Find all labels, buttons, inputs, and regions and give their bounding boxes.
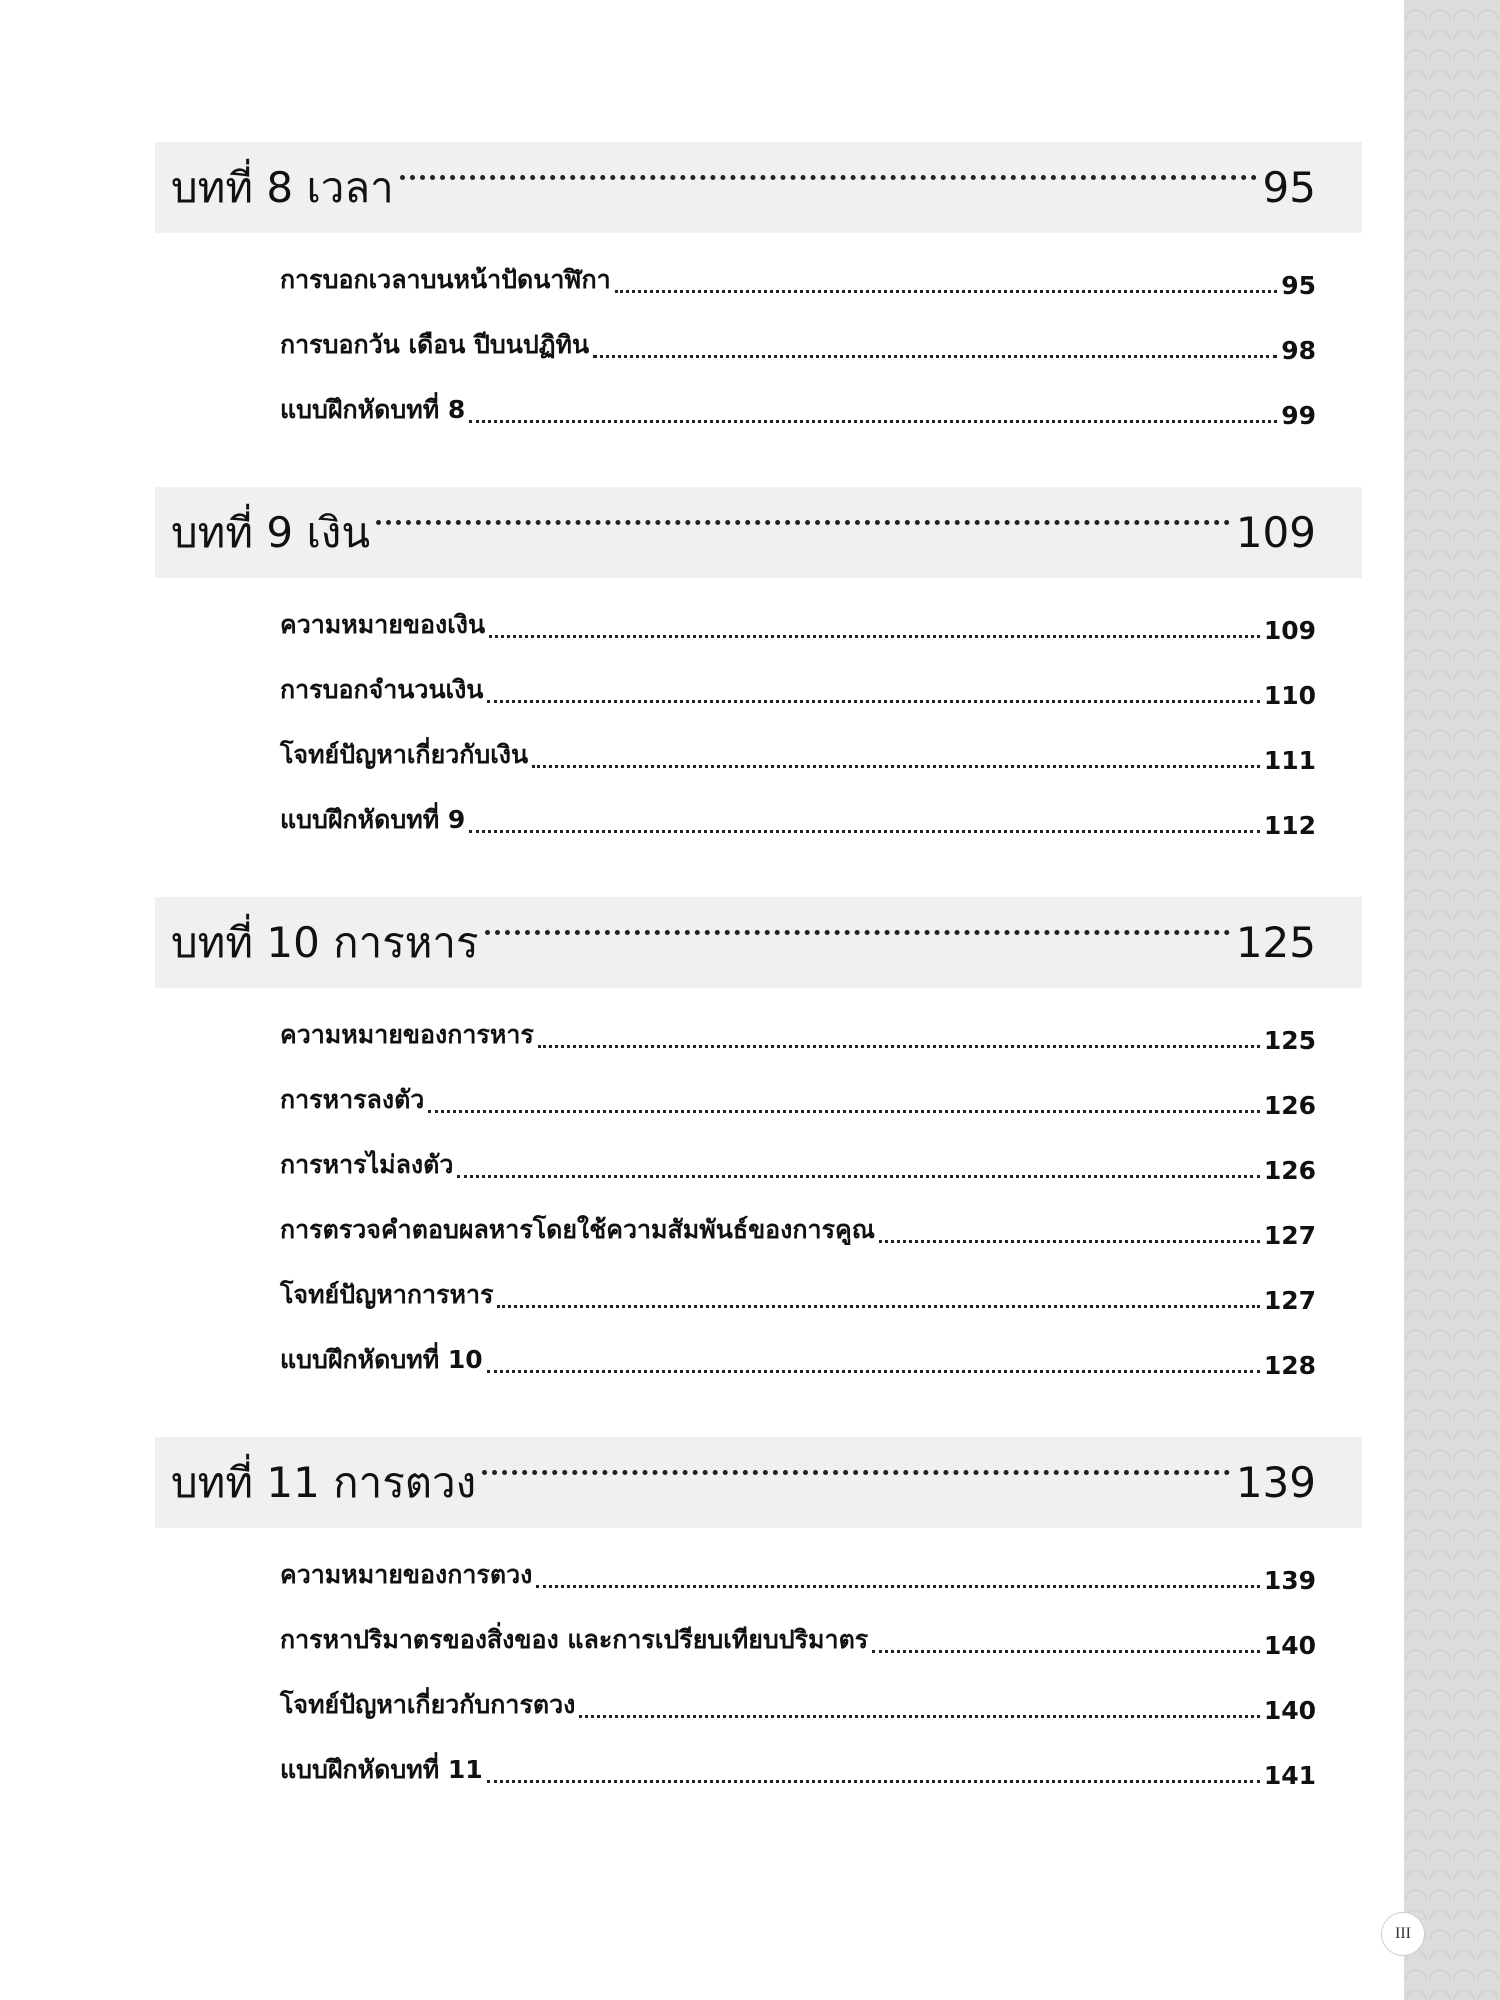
- entry-page: 125: [1263, 1026, 1316, 1055]
- entry-page: 127: [1263, 1286, 1316, 1315]
- entry-page: 126: [1263, 1156, 1316, 1185]
- dot-leader: [497, 1305, 1259, 1308]
- dot-leader: [872, 1650, 1260, 1653]
- entry-list: [155, 988, 1362, 1380]
- chapter-9: [155, 487, 1362, 840]
- chapter-title: บทที่ 10 การหาร: [171, 917, 479, 967]
- dot-leader: [485, 930, 1230, 935]
- dot-leader: [457, 1175, 1259, 1178]
- entry-list: [155, 233, 1362, 430]
- chapter-heading[interactable]: [155, 897, 1362, 988]
- dot-leader: [487, 1370, 1260, 1373]
- toc-entry[interactable]: [280, 1120, 1316, 1185]
- chapter-page: 95: [1262, 163, 1316, 212]
- entry-label: ความหมายของการหาร: [280, 1020, 534, 1049]
- dot-leader: [615, 290, 1278, 293]
- toc-entry[interactable]: [280, 253, 1316, 300]
- dot-leader: [487, 700, 1259, 703]
- dot-leader: [482, 1470, 1230, 1475]
- entry-label: ความหมายของเงิน: [280, 610, 486, 639]
- entry-page: 95: [1281, 271, 1316, 300]
- entry-list: [155, 1528, 1362, 1790]
- entry-label: แบบฝึกหัดบทที่ 10: [280, 1345, 483, 1374]
- toc-entry[interactable]: [280, 775, 1316, 840]
- toc-entry[interactable]: [280, 1660, 1316, 1725]
- dot-leader: [376, 520, 1230, 525]
- dot-leader: [538, 1045, 1260, 1048]
- toc-entry[interactable]: [280, 598, 1316, 645]
- toc-entry[interactable]: [280, 300, 1316, 365]
- toc-entry[interactable]: [280, 1008, 1316, 1055]
- entry-page: 126: [1263, 1091, 1316, 1120]
- entry-page: 140: [1263, 1631, 1316, 1660]
- toc-entry[interactable]: [280, 710, 1316, 775]
- dot-leader: [400, 175, 1257, 180]
- entry-list: [155, 578, 1362, 840]
- chapter-heading[interactable]: [155, 1437, 1362, 1528]
- dot-leader: [469, 830, 1260, 833]
- chapter-title: บทที่ 11 การตวง: [171, 1457, 477, 1507]
- entry-page: 127: [1263, 1221, 1316, 1250]
- chapter-10: [155, 897, 1362, 1380]
- entry-page: 99: [1281, 401, 1316, 430]
- entry-page: 111: [1263, 746, 1316, 775]
- entry-page: 140: [1263, 1696, 1316, 1725]
- entry-label: โจทย์ปัญหาเกี่ยวกับเงิน: [280, 740, 529, 769]
- chapter-page: 139: [1235, 1458, 1316, 1507]
- toc-entry[interactable]: [280, 1725, 1316, 1790]
- dot-leader: [469, 420, 1277, 423]
- entry-label: การบอกเวลาบนหน้าปัดนาฬิกา: [280, 265, 611, 294]
- entry-page: 128: [1263, 1351, 1316, 1380]
- dot-leader: [536, 1585, 1259, 1588]
- dot-leader: [487, 1780, 1260, 1783]
- dot-leader: [489, 635, 1260, 638]
- toc-entry[interactable]: [280, 1595, 1316, 1660]
- dot-leader: [579, 1715, 1259, 1718]
- entry-page: 110: [1263, 681, 1316, 710]
- entry-page: 98: [1281, 336, 1316, 365]
- entry-label: แบบฝึกหัดบทที่ 9: [280, 805, 466, 834]
- chapter-page: 109: [1235, 508, 1316, 557]
- side-decorative-strip: [1404, 0, 1500, 2000]
- chapter-heading[interactable]: [155, 487, 1362, 578]
- chapter-page: 125: [1235, 918, 1316, 967]
- entry-label: การตรวจคำตอบผลหารโดยใช้ความสัมพันธ์ของการคูณ: [280, 1215, 875, 1244]
- entry-page: 141: [1263, 1761, 1316, 1790]
- entry-label: การหารลงตัว: [280, 1085, 425, 1114]
- entry-label: การหาปริมาตรของสิ่งของ และการเปรียบเทียบปริมาตร: [280, 1625, 869, 1654]
- table-of-contents: [155, 142, 1362, 1847]
- entry-page: 109: [1263, 616, 1316, 645]
- dot-leader: [879, 1240, 1260, 1243]
- entry-label: การหารไม่ลงตัว: [280, 1150, 454, 1179]
- chapter-title: บทที่ 8 เวลา: [171, 162, 394, 212]
- toc-entry[interactable]: [280, 1185, 1316, 1250]
- chapter-heading[interactable]: [155, 142, 1362, 233]
- entry-label: แบบฝึกหัดบทที่ 11: [280, 1755, 483, 1784]
- entry-label: โจทย์ปัญหาการหาร: [280, 1280, 494, 1309]
- chapter-11: [155, 1437, 1362, 1790]
- chapter-title: บทที่ 9 เงิน: [171, 507, 371, 557]
- entry-label: โจทย์ปัญหาเกี่ยวกับการตวง: [280, 1690, 576, 1719]
- entry-label: การบอกวัน เดือน ปีบนปฏิทิน: [280, 330, 590, 359]
- entry-page: 139: [1263, 1566, 1316, 1595]
- toc-entry[interactable]: [280, 1315, 1316, 1380]
- page-number-badge: III: [1381, 1912, 1425, 1956]
- dot-leader: [593, 355, 1277, 358]
- toc-entry[interactable]: [280, 1250, 1316, 1315]
- chapter-8: [155, 142, 1362, 430]
- toc-entry[interactable]: [280, 1055, 1316, 1120]
- entry-label: ความหมายของการตวง: [280, 1560, 533, 1589]
- toc-entry[interactable]: [280, 645, 1316, 710]
- entry-label: แบบฝึกหัดบทที่ 8: [280, 395, 466, 424]
- toc-entry[interactable]: [280, 1548, 1316, 1595]
- dot-leader: [532, 765, 1260, 768]
- toc-entry[interactable]: [280, 365, 1316, 430]
- entry-label: การบอกจำนวนเงิน: [280, 675, 484, 704]
- dot-leader: [428, 1110, 1259, 1113]
- entry-page: 112: [1263, 811, 1316, 840]
